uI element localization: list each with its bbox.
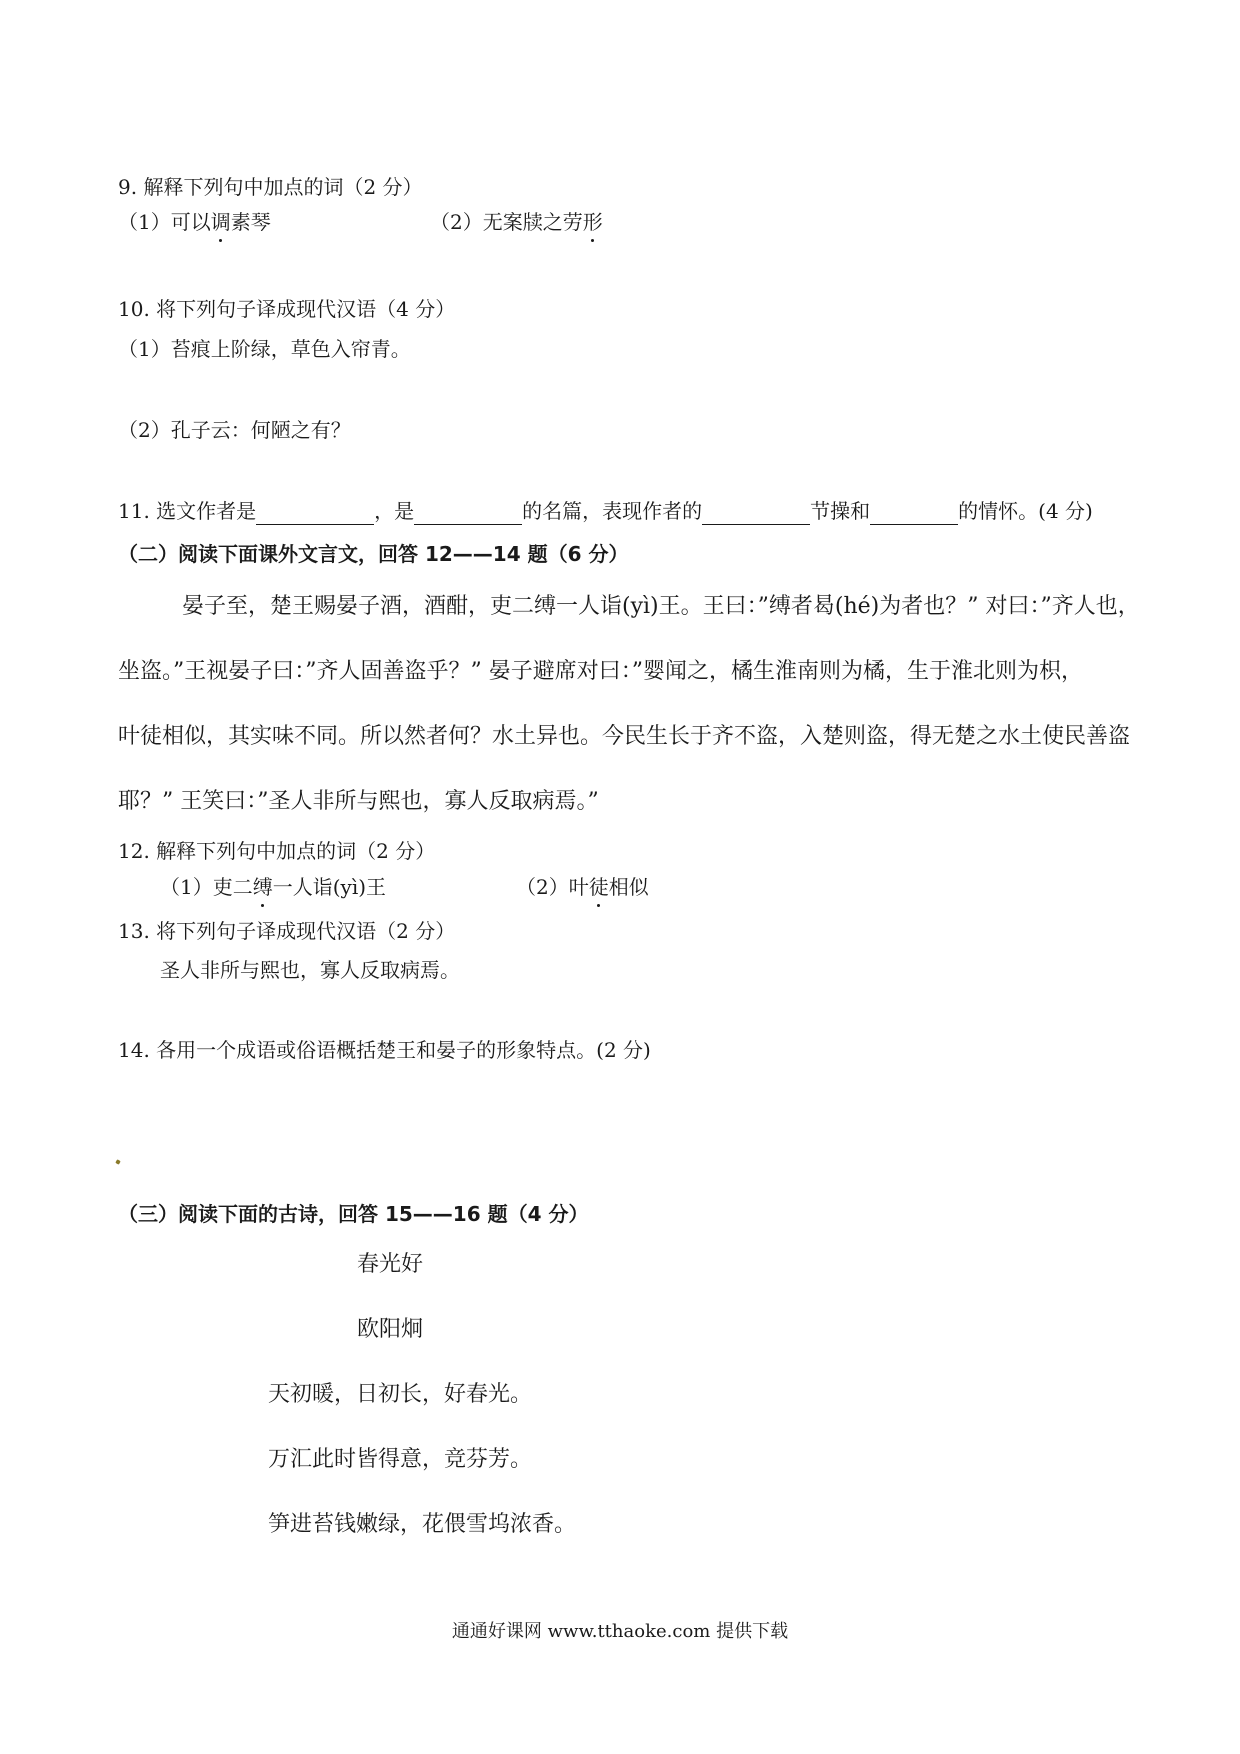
q9-item-2 <box>430 208 603 236</box>
section-2-passage-line-1: 晏子至，楚王赐晏子酒，酒酣，吏二缚一人诣(yì)王。王曰：”缚者曷(hé)为者也？” 对曰：”齐人也， <box>182 594 1140 619</box>
q11-part-2: ，是 <box>374 499 415 523</box>
q11-blank-integrity[interactable] <box>702 502 810 525</box>
section-2-heading: （二）阅读下面课外文言文，回答 12——14 题（6 分） <box>118 542 629 566</box>
q9-item-1 <box>118 208 271 236</box>
q11-fill-in <box>118 497 1093 525</box>
q10-sentence-2: （2）孔子云：何陋之有？ <box>118 418 351 442</box>
q11-part-4: 节操和 <box>810 499 871 523</box>
q12-item-1-dotted-word: 缚 <box>252 875 273 899</box>
q12-item-1-pre: （1）吏二 <box>160 875 253 899</box>
section-2-passage-line-2: 坐盗。”王视晏子曰：”齐人固善盗乎？” 晏子避席对曰：”婴闻之，橘生淮南则为橘，生于淮北则为枳， <box>118 659 1083 684</box>
q10-title: 10. 将下列句子译成现代汉语（4 分） <box>118 297 456 321</box>
q9-item-1-dotted-word: 调 <box>210 210 231 234</box>
q12-item-2-post: 相似 <box>608 875 649 899</box>
q12-title: 12. 解释下列句中加点的词（2 分） <box>118 839 436 863</box>
section-3-heading: （三）阅读下面的古诗，回答 15——16 题（4 分） <box>118 1202 589 1226</box>
q13-sentence: 圣人非所与熙也，寡人反取病焉。 <box>160 958 460 982</box>
section-2-passage-line-3: 叶徒相似，其实味不同。所以然者何？水土异也。今民生长于齐不盗，入楚则盗，得无楚之水土使民善盗 <box>118 724 1131 749</box>
q9-title: 9. 解释下列句中加点的词（2 分） <box>118 175 423 199</box>
q11-blank-author[interactable] <box>256 502 374 525</box>
q10-sentence-1: （1）苔痕上阶绿，草色入帘青。 <box>118 337 411 361</box>
q9-item-1-pre: （1）可以 <box>118 210 211 234</box>
q11-blank-era[interactable] <box>414 502 522 525</box>
q9-item-1-post: 素琴 <box>230 210 271 234</box>
q12-item-2-dotted-word: 徒 <box>588 875 609 899</box>
q12-item-2 <box>516 873 649 901</box>
q9-item-2-dotted-word: 形 <box>582 210 603 234</box>
q11-blank-sentiment[interactable] <box>870 502 958 525</box>
section-2-passage-line-4: 耶？” 王笑曰：”圣人非所与熙也，寡人反取病焉。” <box>118 789 599 814</box>
poem-line-2: 万汇此时皆得意，竞芬芳。 <box>268 1447 533 1472</box>
scan-mark <box>115 1159 120 1164</box>
q11-part-5: 的情怀。(4 分) <box>958 499 1093 523</box>
poem-line-1: 天初暖，日初长，好春光。 <box>268 1382 533 1407</box>
q13-title: 13. 将下列句子译成现代汉语（2 分） <box>118 919 456 943</box>
q9-item-2-pre: （2）无案牍之劳 <box>430 210 583 234</box>
q12-item-1 <box>160 873 386 901</box>
q12-item-1-post: 一人诣(yì)王 <box>272 875 387 899</box>
q14-title: 14. 各用一个成语或俗语概括楚王和晏子的形象特点。(2 分) <box>118 1038 651 1062</box>
q11-part-3: 的名篇，表现作者的 <box>522 499 703 523</box>
page-footer: 通通好课网 www.tthaoke.com 提供下载 <box>451 1621 789 1642</box>
poem-author: 欧阳炯 <box>357 1317 424 1342</box>
q11-part-1: 11. 选文作者是 <box>118 499 257 523</box>
poem-line-3: 笋进苔钱嫩绿，花偎雪坞浓香。 <box>268 1512 577 1537</box>
poem-title: 春光好 <box>357 1252 424 1277</box>
q12-item-2-pre: （2）叶 <box>516 875 589 899</box>
